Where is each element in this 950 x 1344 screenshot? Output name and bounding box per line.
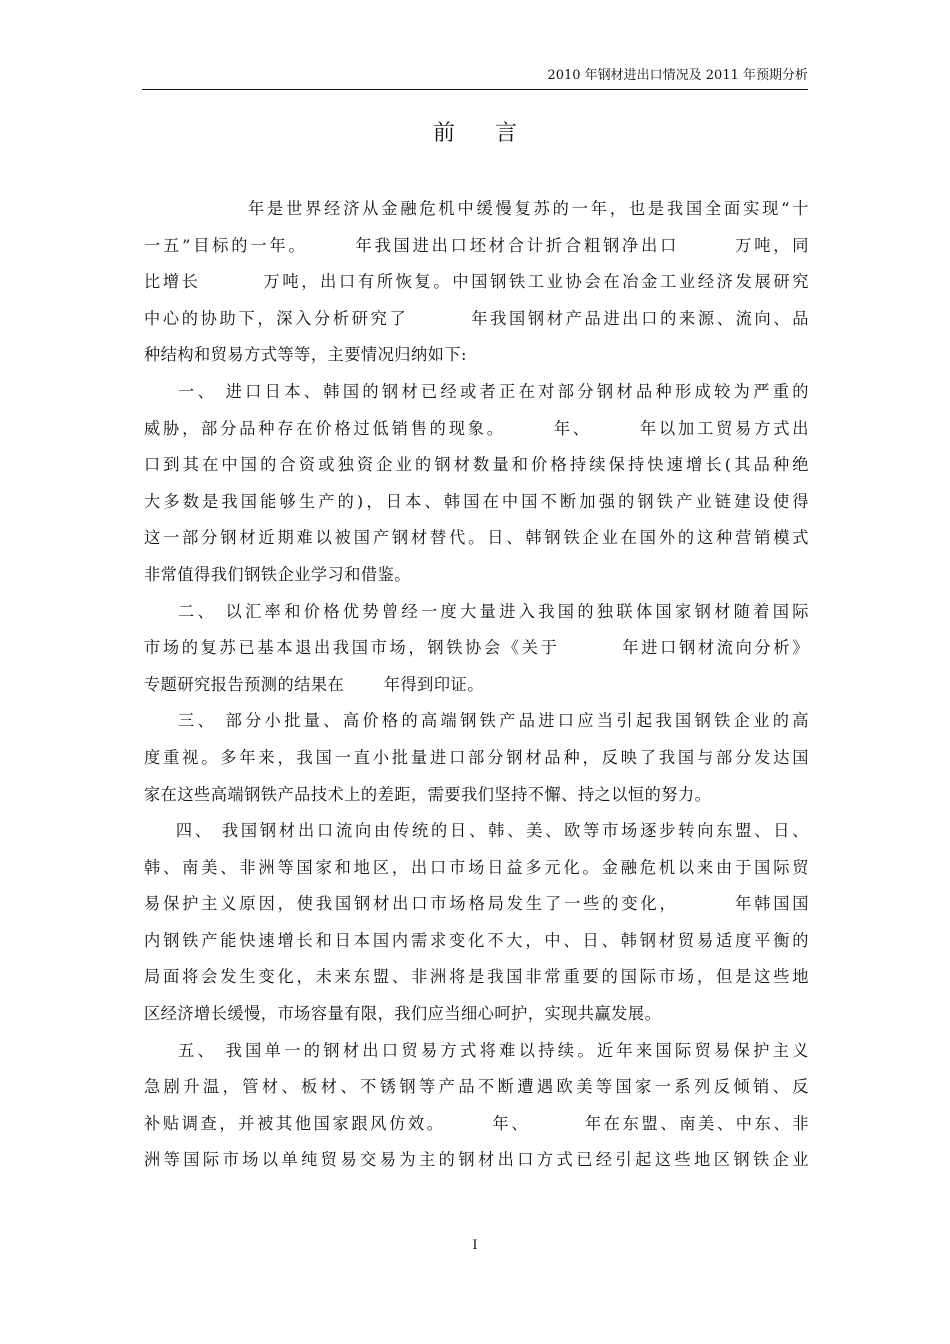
body-line: 五、 我国单一的钢材出口贸易方式将难以持续。近年来国际贸易保护主义	[144, 1040, 809, 1060]
body-line: 中心的协助下，深入分析研究了 年我国钢材产品进出口的来源、流向、品	[144, 308, 809, 328]
body-line: 易保护主义原因，使我国钢材出口市场格局发生了一些的变化， 年韩国国	[144, 894, 809, 914]
body-line: 这一部分钢材近期难以被国产钢材替代。日、韩钢铁企业在国外的这种营销模式	[144, 528, 809, 548]
body-line: 口到其在中国的合资或独资企业的钢材数量和价格持续保持快速增长(其品种绝	[144, 455, 809, 475]
body-line: 种结构和贸易方式等等，主要情况归纳如下:	[144, 345, 468, 365]
body-line: 一、 进口日本、韩国的钢材已经或者正在对部分钢材品种形成较为严重的	[144, 381, 809, 401]
body-line: 补贴调查，并被其他国家跟风仿效。 年、 年在东盟、南美、中东、非	[144, 1113, 809, 1133]
body-line: 比增长 万吨，出口有所恢复。中国钢铁工业协会在冶金工业经济发展研究	[144, 272, 809, 292]
body-line: 急剧升温，管材、板材、不锈钢等产品不断遭遇欧美等国家一系列反倾销、反	[144, 1077, 809, 1097]
page-number: I	[472, 1238, 478, 1253]
body-line: 三、 部分小批量、高价格的高端钢铁产品进口应当引起我国钢铁企业的高	[144, 711, 809, 731]
body-text	[144, 191, 809, 1179]
body-line: 局面将会发生变化，未来东盟、非洲将是我国非常重要的国际市场，但是这些地	[144, 967, 809, 987]
body-line: 大多数是我国能够生产的)，日本、韩国在中国不断加强的钢铁产业链建设使得	[144, 491, 809, 511]
body-line: 韩、南美、非洲等国家和地区，出口市场日益多元化。金融危机以来由于国际贸	[144, 857, 809, 877]
body-line: 四、 我国钢材出口流向由传统的日、韩、美、欧等市场逐步转向东盟、日、	[144, 821, 809, 841]
body-line: 度重视。多年来，我国一直小批量进口部分钢材品种，反映了我国与部分发达国	[144, 747, 809, 767]
page-title: 前言	[432, 121, 557, 146]
body-line: 市场的复苏已基本退出我国市场，钢铁协会《关于 年进口钢材流向分析》	[144, 638, 809, 658]
header-rule	[142, 89, 808, 90]
body-line: 洲等国际市场以单纯贸易交易为主的钢材出口方式已经引起这些地区钢铁企业	[144, 1150, 809, 1170]
body-line: 一五”目标的一年。 年我国进出口坯材合计折合粗钢净出口 万吨，同	[144, 235, 809, 255]
running-header: 2010 年钢材进出口情况及 2011 年预期分析	[547, 68, 808, 83]
body-line: 内钢铁产能快速增长和日本国内需求变化不大，中、日、韩钢材贸易适度平衡的	[144, 930, 809, 950]
body-line: 威胁，部分品种存在价格过低销售的现象。 年、 年以加工贸易方式出	[144, 418, 809, 438]
body-line: 区经济增长缓慢，市场容量有限，我们应当细心呵护，实现共赢发展。	[144, 1004, 662, 1024]
body-line: 二、 以汇率和价格优势曾经一度大量进入我国的独联体国家钢材随着国际	[144, 601, 809, 621]
body-line: 年是世界经济从金融危机中缓慢复苏的一年，也是我国全面实现“十	[144, 199, 809, 218]
body-line: 非常值得我们钢铁企业学习和借鉴。	[144, 564, 411, 584]
body-line: 家在这些高端钢铁产品技术上的差距，需要我们坚持不懈、持之以恒的努力。	[144, 784, 712, 804]
body-line: 专题研究报告预测的结果在 年得到印证。	[144, 674, 484, 694]
